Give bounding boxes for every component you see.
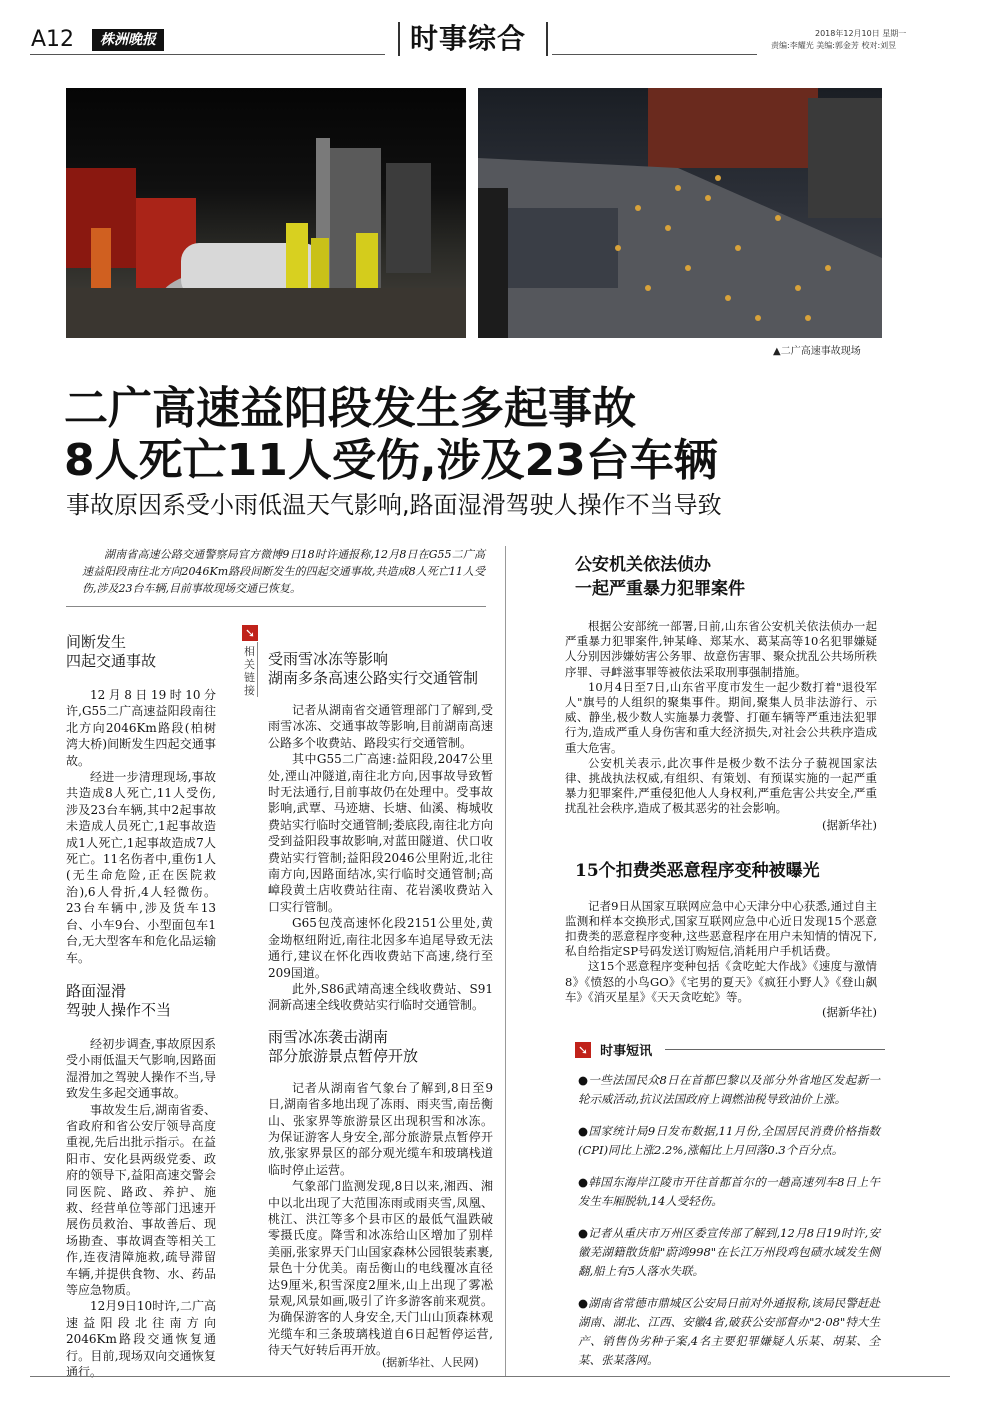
section-title: 时事综合 [410,22,527,55]
arrow-icon: ➘ [242,625,258,641]
column-divider-left [505,546,506,1376]
headline-subtitle: 事故原因系受小雨低温天气影响,路面湿滑驾驶人操作不当导致 [66,491,722,519]
related-heading-2: 雨雪冰冻袭击湖南 部分旅游景点暂停开放 [268,1027,419,1065]
headline-line-1: 二广高速益阳段发生多起事故 [64,383,636,434]
photo-caption: ▲二广高速事故现场 [773,346,861,357]
brief-item: ●韩国东海岸江陵市开往首都首尔的一趟高速列车8日上午发生车厢脱轨,14人受轻伤。 [578,1175,880,1209]
related-section-2-body: 记者从湖南省气象台了解到,8日至9日,湖南省多地出现了冻雨、雨夹雪,南岳衡山、张家界等旅游景区出现积雪和冰冻。为保证游客人身安全,部分旅游景点暂停开放,张家界景区的部分观光缆车和玻璃栈道临时停止运营。 气象部门监测发现,8日以来,湘西、湘中以北出现了大范围冻雨或雨夹雪,凤凰、桃江、洪江等多个县市区的最低气温跌破零摄氏度。降雪和冰冻给山区增加了别样美丽,张家界天门山国家森林公园银装素裹,景色十分优美。南岳衡山的电线覆冰直径达9厘米,积雪深度2厘米,山上出现了雾凇景观,风景如画,吸引了许多游客前来观赏。为确保游客的人身安全,天门山山顶森林观光缆车和三条玻璃栈道自6日起暂停运营,待天气好转后再开放。 [268,1080,493,1358]
related-heading-1: 受雨雪冰冻等影响 湖南多条高速公路实行交通管制 [268,650,479,687]
headline-line-2: 8人死亡11人受伤,涉及23台车辆 [64,435,718,486]
related-section-1-body: 记者从湖南省交通管理部门了解到,受雨雪冰冻、交通事故等影响,目前湖南高速公路多个收费站、路段实行交通管制。 其中G55二广高速:益阳段,2047公里处,湮山冲隧道,南往北方向,因事故导致暂时无法通行,目前事故仍在处理中。受事故影响,武覃、马迹塘、长塘、仙溪、梅城收费站实行临时交通管制;娄底段,南往北方向受到益阳段事故影响,对蓝田隧道、伏口收费站实行管制;益阳段2046公里附近,北往南方向,因路面结冰,实行临时交通管制;高嶂段黄土店收费站往南、花岩溪收费站入口实行管制。 G65包茂高速怀化段2151公里处,黄金坳枢纽附近,南往北因多车追尾导致无法通行,建议在怀化西收费站下高速,绕行至209国道。 此外,S86武靖高速全线收费站、S91洞新高速全线收费站实行临时交通管制。 [268,703,493,1013]
related-tag-label: 相关链接 [244,645,255,697]
masthead-rule-left [30,54,385,55]
related-source: (据新华社、人民网) [382,1356,479,1369]
rescue-scene-illustration [66,88,466,338]
right-column [520,553,885,1383]
story-1-heading: 公安机关依法侦办 一起严重暴力犯罪案件 [575,555,745,599]
story-2-heading: 15个扣费类恶意程序变种被曝光 [575,860,820,881]
section-2-body: 经初步调查,事故原因系受小雨低温天气影响,因路面湿滑加之驾驶人操作不当,导致发生多起交通事故。 事故发生后,湖南省委、省政府和省公安厅领导高度重视,先后出批示指示。在益阳市、安化县两级党委、政府的领导下,益阳高速交警会同医院、路政、养护、施救、经营单位等部门迅速开展伤员救治、事故善后、现场勘查、事故调查等相关工作,连夜清障施救,疏导滞留车辆,并提供食物、水、药品等应急物质。 12月9日10时许,二广高速益阳段北往南方向2046Km路段交通恢复通行。目前,现场双向交通恢复通行。 [66,1036,216,1380]
brief-item: ●一些法国民众8日在首都巴黎以及部分外省地区发起新一轮示威活动,抗议法国政府上调燃油税导致油价上涨。 [578,1073,880,1107]
accident-photo-right [478,88,882,338]
masthead-rule-right [552,54,757,55]
page-number: A12 [31,27,75,52]
brief-item: ●湖南省常德市鼎城区公安局日前对外通报称,该局民警赶赴湖南、湖北、江西、安徽4省,破获公安部督办"2·08"特大生产、销售伪劣种子案,4名主要犯罪嫌疑人乐某、胡某、全某、张某落网。 [578,1296,880,1368]
related-divider [257,642,258,697]
masthead-divider [398,22,400,56]
story-1-source: (据新华社) [822,817,877,832]
related-column [268,650,493,1359]
story-1-body: 根据公安部统一部署,日前,山东省公安机关依法侦办一起严重暴力犯罪案件,钟某峰、郑某水、葛某高等10名犯罪嫌疑人分别因涉嫌妨害公务罪、故意伤害罪、聚众扰乱公共场所秩序罪、寻衅滋事罪等被依法采取刑事强制措施。 10月4日至7日,山东省平度市发生一起少数打着"退役军人"旗号的人组织的聚集事件。期间,聚集人员非法游行、示威、静坐,极少数人实施暴力袭警、打砸车辆等严重违法犯罪行为,造成严重人身伤害和重大经济损失,对社会公共秩序造成重大危害。 公安机关表示,此次事件是极少数不法分子藐视国家法律、挑战执法权威,有组织、有策划、有预谋实施的一起严重暴力犯罪案件,严重侵犯他人人身权利,严重危害公共安全,严重扰乱社会秩序,造成了极其恶劣的社会影响。 [565,619,877,816]
accident-photo-left [66,88,466,338]
section-1-body: 12月8日19时10分许,G55二广高速益阳段南往北方向2046Km路段(柏树湾大桥)间断发生四起交通事故。 经进一步清理现场,事故共造成8人死亡,11人受伤,涉及23台车辆,其中2起事故未造成人员死亡,1起事故造成1人死亡,1起事故造成7人死亡。11名伤者中,重伤1人(无生命危险,正在医院救治),6人骨折,4人轻微伤。23台车辆中,涉及货车13台、小车9台、小型面包车1台,无大型客车和危化品运输车。 [66,688,216,965]
briefs-list [578,1071,880,1370]
briefs-heading: 时事短讯 [600,1044,653,1060]
masthead-divider-right [546,22,548,56]
section-heading-1: 间断发生 四起交通事故 [66,633,157,670]
scattered-oranges-illustration [478,88,882,338]
brief-item: ●记者从重庆市万州区委宣传部了解到,12月8日19时许,安徽芜湖籍散货船"蔚鸿998"在长江万州段鸡包碛水域发生侧翻,船上有5人落水失联。 [578,1226,880,1279]
paper-logo: 株洲晚报 [92,29,164,51]
issue-date: 2018年12月10日 星期一 [815,29,907,38]
left-column [66,633,216,1380]
story-2-source: (据新华社) [822,1005,877,1020]
section-heading-2: 路面湿滑 驾驶人操作不当 [66,981,172,1019]
lede-paragraph: 湖南省高速公路交通警察局官方微博9日18时许通报称,12月8日在G55二广高速益阳段南往北方向2046Km路段间断发生的四起交通事故,共造成8人死亡11人受伤,涉及23台车辆,目前事故现场交通已恢复。 [82,548,485,595]
story-2-body: 记者9日从国家互联网应急中心天津分中心获悉,通过自主监测和样本交换形式,国家互联网应急中心近日发现15个恶意扣费类的恶意程序变种,这些恶意程序在用户未知情的情况下,私自给指定SP号码发送订购短信,消耗用户手机话费。 这15个恶意程序变种包括《贪吃蛇大作战》《速度与激情8》《愤怒的小鸟GO》《宅男的夏天》《疯狂小野人》《登山飙车》《消灭星星》《天天贪吃蛇》等。 [565,898,877,1004]
editors-line: 责编:李耀光 美编:郭金芳 校对:刘昱 [771,41,897,50]
lede-rule [66,606,486,607]
arrow-icon: ➘ [575,1042,591,1058]
brief-item: ●国家统计局9日发布数据,11月份,全国居民消费价格指数(CPI)同比上涨2.2%,涨幅比上月回落0.3个百分点。 [578,1124,880,1158]
briefs-heading-bar [575,1039,885,1059]
